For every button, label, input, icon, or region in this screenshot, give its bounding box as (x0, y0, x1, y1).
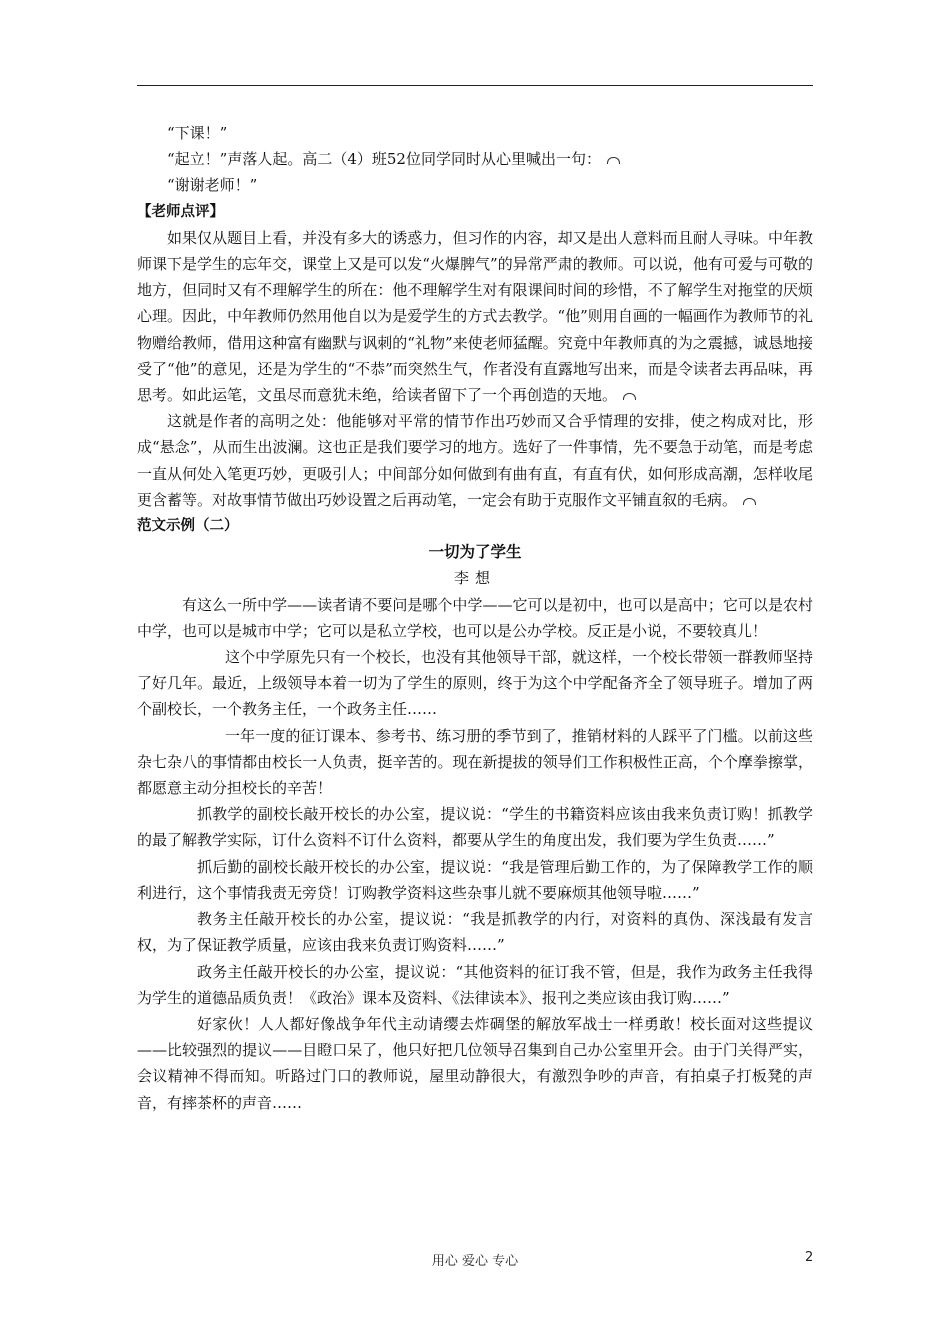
example-heading: 范文示例（二） (137, 518, 239, 535)
review-text: 这就是作者的高明之处：他能够对平常的情节作出巧妙而又合乎情理的安排，使之构成对比，形成“悬念”，从而生出波澜。这也正是我们要学习的地方。选好了一件事情，先不要急于动笔，而是考虑一直从何处入笔更巧妙，更吸引人；中间部分如何做到有曲有直，有直有伏，如何形成高潮，怎样收尾更含蓄等。对故事情节做出巧妙设置之后再动笔，一定会有助于克服作文平铺直叙的毛病。 (137, 412, 813, 509)
essay-paragraph: 这个中学原先只有一个校长，也没有其他领导干部，就这样，一个校长带领一群教师坚持了好几年。最近，上级领导本着一切为了学生的原则，终于为这个中学配备齐全了领导班子。增加了两个副校长，一个教务主任，一个政务主任…… (137, 648, 813, 719)
header-rule (137, 85, 813, 86)
review-heading: 【老师点评】 (137, 203, 224, 220)
paragraph-mark-icon (607, 157, 620, 164)
essay-title: 一切为了学生 (428, 543, 522, 562)
essay-paragraph: 有这么一所中学——读者请不要问是哪个中学——它可以是初中，也可以是高中；它可以是农村中学，也可以是城市中学；它可以是私立学校，也可以是公办学校。反正是小说，不要较真儿！ (137, 595, 813, 640)
essay-paragraph: 好家伙！人人都好像战争年代主动请缨去炸碉堡的解放军战士一样勇敢！校长面对这些提议——比较强烈的提议——目瞪口呆了，他只好把几位领导召集到自己办公室里开会。由于门关得严实，会议精神不得而知。听路过门口的教师说，屋里动静很大，有激烈争吵的声音，有拍桌子打板凳的声音，有摔茶杯的声音…… (137, 1014, 813, 1112)
dialogue-text: “起立！”声落人起。高二（4）班52位同学同时从心里喊出一句： (167, 150, 601, 169)
essay-paragraph: 教务主任敲开校长的办公室，提议说：“我是抓教学的内行，对资料的真伪、深浅最有发言权，为了保证教学质量，应该由我来负责订购资料……” (137, 910, 813, 955)
essay-paragraph: 一年一度的征订课本、参考书、练习册的季节到了，推销材料的人踩平了门槛。以前这些杂七杂八的事情都由校长一人负责，挺辛苦的。现在新提拔的领导们工作积极性正高，个个摩拳擦掌，都愿意主动分担校长的辛苦！ (137, 726, 813, 798)
paragraph-mark-icon (623, 393, 636, 400)
footer-slogan: 用心 爱心 专心 (431, 1254, 519, 1269)
dialogue-line (137, 146, 813, 172)
essay-paragraph: 抓后勤的副校长敲开校长的办公室，提议说：“我是管理后勤工作的，为了保障教学工作的顺利进行，这个事情我责无旁贷！订购教学资料这些杂事儿就不要麻烦其他领导啦……” (137, 857, 813, 902)
dialogue-line: “下课！” (167, 124, 228, 142)
dialogue-line: “谢谢老师！” (167, 176, 258, 195)
essay-paragraph: 抓教学的副校长敲开校长的办公室，提议说：“学生的书籍资料应该由我来负责订购！抓教学的最了解教学实际，订什么资料不订什么资料，都要从学生的角度出发，我们要为学生负责……” (137, 805, 813, 850)
paragraph-mark-icon (743, 498, 756, 505)
page-number: 2 (805, 1250, 814, 1265)
review-paragraph (137, 225, 813, 408)
review-paragraph (137, 408, 813, 513)
essay-author: 李想 (453, 569, 496, 588)
page-content (137, 120, 813, 1116)
essay-paragraph: 政务主任敲开校长的办公室，提议说：“其他资料的征订我不管，但是，我作为政务主任我得为学生的道德品质负责！《政治》课本及资料、《法律读本》、报刊之类应该由我订购……” (137, 962, 813, 1007)
review-text: 如果仅从题目上看，并没有多大的诱惑力，但习作的内容，却又是出人意料而且耐人寻味。中年教师课下是学生的忘年交，课堂上又是可以发“火爆脾气”的异常严肃的教师。可以说，他有可爱与可敬的地方，但同时又有不理解学生的所在：他不理解学生对有限课间时间的珍惜，不了解学生对拖堂的厌烦心理。因此，中年教师仍然用他自以为是爱学生的方式去教学。“他”则用自画的一幅画作为教师节的礼物赠给教师，借用这种富有幽默与讽刺的“礼物”来使老师猛醒。究竟中年教师真的为之震撼，诚恳地接受了“他”的意见，还是为学生的“不恭”而突然生气，作者没有直露地写出来，而是令读者去再品味，再思考。如此运笔，文虽尽而意犹未绝，给读者留下了一个再创造的天地。 (137, 228, 813, 405)
